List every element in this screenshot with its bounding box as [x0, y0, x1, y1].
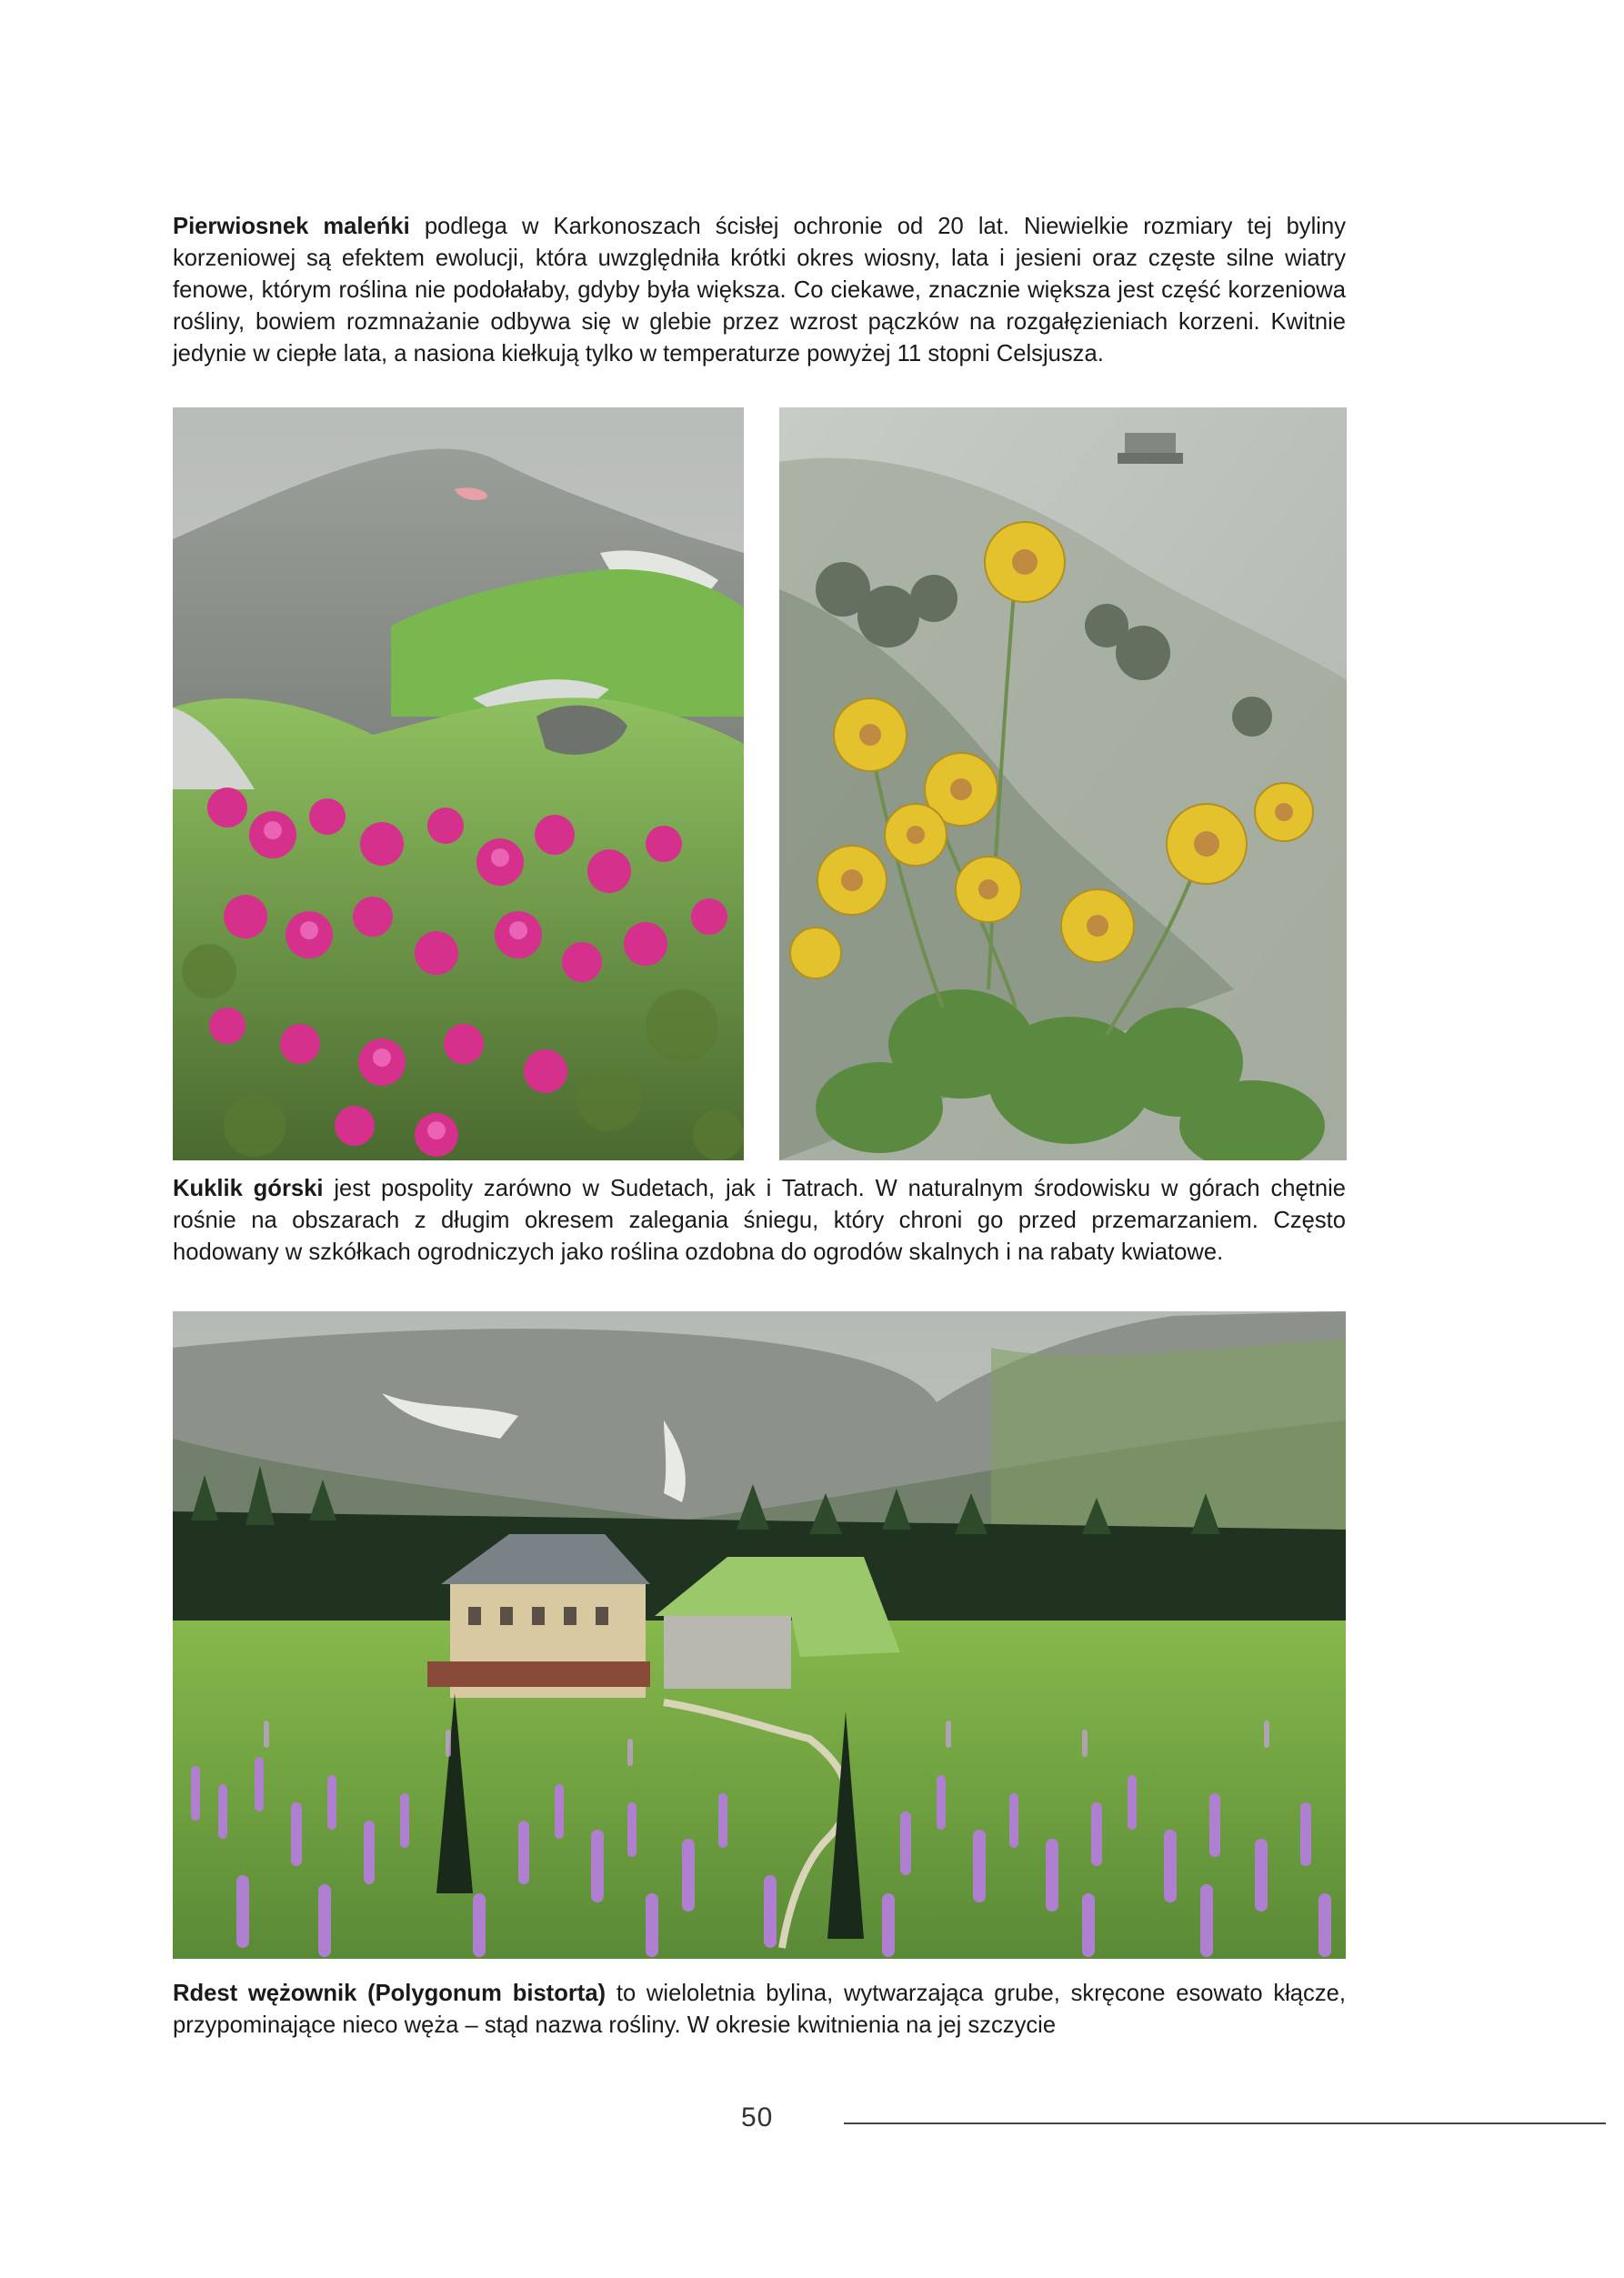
- term-pierwiosnek: Pierwiosnek maleńki: [173, 214, 410, 239]
- paragraph-rdest: [173, 1978, 1346, 2042]
- illustration-primrose-mountain: [173, 407, 744, 1160]
- illustration-avens-flowers: [779, 407, 1347, 1160]
- paragraph-text: jest pospolity zarówno w Sudetach, jak i Tatrach. W naturalnym środowisku w górach chętnie rośnie na obszarach z długim okresem zalegania śniegu, który chroni go przed przemarzaniem. Często hodowany w szkółkach ogrodniczych jako roślina ozdobna do ogrodów skalnych i na rabaty kwiatowe.: [173, 1176, 1346, 1265]
- footer-rule: [844, 2122, 1606, 2124]
- paragraph-kuklik: [173, 1173, 1346, 1269]
- page-number: 50: [741, 2102, 774, 2132]
- paragraph-text: to wieloletnia bylina, wytwarzająca grube, skręcone esowato kłącze, przypominające nieco węża – stąd nazwa rośliny. W okresie kwitnienia na jej szczycie: [173, 1981, 1346, 2038]
- paragraph-text: podlega w Karkonoszach ścisłej ochronie od 20 lat. Niewielkie rozmiary tej byliny korzeniowej są efektem ewolucji, która uwzględniła krótki okres wiosny, lata i jesieni oraz częste silne wiatry fenowe, którym roślina nie podołałaby, gdyby była większa. Co ciekawe, znacznie większa jest część korzeniowa rośliny, bowiem rozmnażanie odbywa się w glebie przez wzrost pączków na rozgałęzieniach korzeni. Kwitnie jedynie w ciepłe lata, a nasiona kiełkują tylko w temperaturze powyżej 11 stopni Celsjusza.: [173, 214, 1346, 366]
- term-kuklik: Kuklik górski: [173, 1176, 324, 1201]
- term-rdest: Rdest wężownik (Polygonum bistorta): [173, 1981, 606, 2006]
- paragraph-pierwiosnek: [173, 211, 1346, 370]
- illustration-bistort-meadow: [173, 1311, 1346, 1959]
